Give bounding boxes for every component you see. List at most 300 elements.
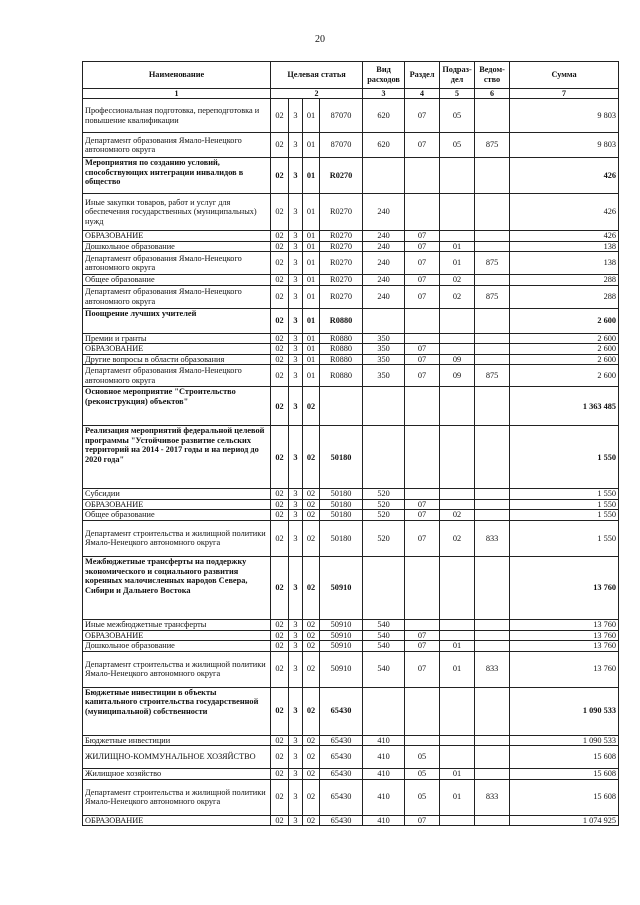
department-cell (475, 815, 510, 826)
section-cell: 07 (405, 344, 440, 355)
table-row (83, 499, 619, 510)
section-cell: 07 (405, 815, 440, 826)
target-code-4: 65430 (320, 815, 363, 826)
department-cell (475, 641, 510, 652)
target-code-1: 02 (271, 489, 289, 500)
subsection-cell (440, 426, 475, 489)
section-cell (405, 426, 440, 489)
sum-cell: 1 550 (510, 499, 619, 510)
subsection-cell (440, 333, 475, 344)
sum-cell: 1 090 533 (510, 687, 619, 735)
section-cell: 07 (405, 651, 440, 687)
subsection-cell (440, 556, 475, 619)
department-cell: 875 (475, 133, 510, 158)
department-cell (475, 354, 510, 365)
subsection-cell (440, 687, 475, 735)
expense-type-cell: 410 (363, 746, 405, 769)
sum-cell: 426 (510, 194, 619, 231)
subsection-cell: 02 (440, 510, 475, 521)
target-code-3: 02 (303, 630, 320, 641)
table-row (83, 746, 619, 769)
target-code-1: 02 (271, 365, 289, 387)
row-name: Поощрение лучших учителей (83, 308, 271, 333)
sum-cell: 15 608 (510, 746, 619, 769)
department-cell: 833 (475, 779, 510, 815)
target-code-1: 02 (271, 308, 289, 333)
row-name: ОБРАЗОВАНИЕ (83, 630, 271, 641)
target-code-3: 01 (303, 365, 320, 387)
target-code-3: 02 (303, 687, 320, 735)
table-row (83, 779, 619, 815)
header-row (83, 62, 619, 89)
target-code-4: 50180 (320, 510, 363, 521)
department-cell (475, 499, 510, 510)
target-code-2: 3 (289, 520, 303, 556)
target-code-4: R0270 (320, 231, 363, 242)
row-name: ОБРАЗОВАНИЕ (83, 344, 271, 355)
row-name: Департамент строительства и жилищной политики Ямало-Ненецкого автономного округа (83, 651, 271, 687)
expense-type-cell: 240 (363, 194, 405, 231)
sum-cell: 1 550 (510, 426, 619, 489)
row-name: Дошкольное образование (83, 641, 271, 652)
target-code-4: 50180 (320, 520, 363, 556)
section-cell: 07 (405, 630, 440, 641)
row-name: Департамент образования Ямало-Ненецкого автономного округа (83, 365, 271, 387)
table-row (83, 426, 619, 489)
expense-type-cell (363, 687, 405, 735)
row-name: Другие вопросы в области образования (83, 354, 271, 365)
column-number: 7 (510, 89, 619, 99)
section-cell: 07 (405, 99, 440, 133)
subsection-cell (440, 158, 475, 194)
department-cell: 833 (475, 520, 510, 556)
department-cell (475, 231, 510, 242)
department-cell (475, 99, 510, 133)
section-cell (405, 194, 440, 231)
expense-type-cell: 240 (363, 252, 405, 275)
table-row (83, 520, 619, 556)
target-code-1: 02 (271, 426, 289, 489)
target-code-4: 87070 (320, 133, 363, 158)
target-code-2: 3 (289, 510, 303, 521)
section-cell: 07 (405, 510, 440, 521)
target-code-3: 02 (303, 619, 320, 630)
section-cell (405, 308, 440, 333)
column-number: 1 (83, 89, 271, 99)
sum-cell: 426 (510, 231, 619, 242)
table-row (83, 252, 619, 275)
target-code-4: 65430 (320, 769, 363, 780)
row-name: Субсидии (83, 489, 271, 500)
subsection-cell: 01 (440, 651, 475, 687)
sum-cell: 9 803 (510, 133, 619, 158)
target-code-3: 01 (303, 252, 320, 275)
department-cell (475, 333, 510, 344)
header-subsection: Подраз-дел (440, 62, 475, 89)
target-code-4: R0880 (320, 344, 363, 355)
target-code-3: 02 (303, 641, 320, 652)
target-code-4: 87070 (320, 99, 363, 133)
sum-cell: 2 600 (510, 365, 619, 387)
section-cell (405, 556, 440, 619)
section-cell (405, 489, 440, 500)
sum-cell: 2 600 (510, 354, 619, 365)
sum-cell: 1 550 (510, 510, 619, 521)
section-cell (405, 735, 440, 746)
target-code-4 (320, 387, 363, 426)
expense-type-cell: 240 (363, 231, 405, 242)
target-code-4: 65430 (320, 746, 363, 769)
row-name: Бюджетные инвестиции (83, 735, 271, 746)
expense-type-cell: 410 (363, 735, 405, 746)
target-code-4: 50910 (320, 641, 363, 652)
subsection-cell: 01 (440, 779, 475, 815)
subsection-cell (440, 308, 475, 333)
table-row (83, 687, 619, 735)
row-name: Департамент строительства и жилищной политики Ямало-Ненецкого автономного округа (83, 779, 271, 815)
table-row (83, 99, 619, 133)
department-cell (475, 769, 510, 780)
department-cell (475, 630, 510, 641)
target-code-2: 3 (289, 354, 303, 365)
target-code-4: R0880 (320, 308, 363, 333)
target-code-2: 3 (289, 158, 303, 194)
department-cell (475, 387, 510, 426)
target-code-4: 50910 (320, 651, 363, 687)
target-code-2: 3 (289, 231, 303, 242)
table-row (83, 735, 619, 746)
expense-type-cell: 520 (363, 510, 405, 521)
target-code-2: 3 (289, 769, 303, 780)
department-cell: 875 (475, 365, 510, 387)
subsection-cell: 05 (440, 133, 475, 158)
row-name: Основное мероприятие "Строительство (реконструкция) объектов" (83, 387, 271, 426)
target-code-2: 3 (289, 619, 303, 630)
department-cell (475, 510, 510, 521)
page-number: 20 (315, 34, 325, 45)
section-cell: 07 (405, 499, 440, 510)
subsection-cell (440, 746, 475, 769)
target-code-1: 02 (271, 387, 289, 426)
sum-cell: 1 363 485 (510, 387, 619, 426)
row-name: Департамент образования Ямало-Ненецкого автономного округа (83, 285, 271, 308)
department-cell (475, 194, 510, 231)
table-row (83, 333, 619, 344)
column-number: 2 (271, 89, 363, 99)
expense-type-cell: 620 (363, 133, 405, 158)
expense-type-cell: 520 (363, 520, 405, 556)
section-cell (405, 619, 440, 630)
column-number: 3 (363, 89, 405, 99)
department-cell (475, 619, 510, 630)
row-name: Иные закупки товаров, работ и услуг для обеспечения государственных (муниципальных) нужд (83, 194, 271, 231)
subsection-cell (440, 489, 475, 500)
target-code-4: R0270 (320, 275, 363, 286)
table-row (83, 815, 619, 826)
target-code-2: 3 (289, 133, 303, 158)
sum-cell: 1 550 (510, 489, 619, 500)
section-cell (405, 687, 440, 735)
target-code-2: 3 (289, 556, 303, 619)
row-name: Департамент строительства и жилищной политики Ямало-Ненецкого автономного округа (83, 520, 271, 556)
target-code-4: R0270 (320, 252, 363, 275)
expense-type-cell: 240 (363, 241, 405, 252)
target-code-2: 3 (289, 687, 303, 735)
target-code-2: 3 (289, 426, 303, 489)
target-code-1: 02 (271, 687, 289, 735)
target-code-1: 02 (271, 746, 289, 769)
target-code-1: 02 (271, 344, 289, 355)
target-code-1: 02 (271, 285, 289, 308)
target-code-4: 50180 (320, 426, 363, 489)
table-row (83, 630, 619, 641)
row-name: Департамент образования Ямало-Ненецкого автономного округа (83, 133, 271, 158)
target-code-2: 3 (289, 333, 303, 344)
department-cell (475, 241, 510, 252)
target-code-3: 02 (303, 489, 320, 500)
target-code-2: 3 (289, 735, 303, 746)
target-code-2: 3 (289, 746, 303, 769)
target-code-3: 02 (303, 779, 320, 815)
section-cell: 07 (405, 231, 440, 242)
subsection-cell (440, 499, 475, 510)
target-code-3: 01 (303, 344, 320, 355)
header-target-article: Целевая статья (271, 62, 363, 89)
target-code-4: 50180 (320, 499, 363, 510)
target-code-4: R0880 (320, 354, 363, 365)
target-code-1: 02 (271, 333, 289, 344)
sum-cell: 9 803 (510, 99, 619, 133)
target-code-1: 02 (271, 241, 289, 252)
row-name: ОБРАЗОВАНИЕ (83, 231, 271, 242)
sum-cell: 288 (510, 285, 619, 308)
target-code-3: 01 (303, 275, 320, 286)
department-cell: 833 (475, 651, 510, 687)
sum-cell: 15 608 (510, 769, 619, 780)
row-name: ОБРАЗОВАНИЕ (83, 499, 271, 510)
subsection-cell: 02 (440, 275, 475, 286)
department-cell: 875 (475, 285, 510, 308)
subsection-cell (440, 630, 475, 641)
target-code-3: 01 (303, 194, 320, 231)
sum-cell: 1 074 925 (510, 815, 619, 826)
department-cell (475, 746, 510, 769)
expense-type-cell: 520 (363, 489, 405, 500)
section-cell: 07 (405, 641, 440, 652)
section-cell: 07 (405, 285, 440, 308)
table-row (83, 133, 619, 158)
target-code-2: 3 (289, 815, 303, 826)
target-code-1: 02 (271, 510, 289, 521)
expense-type-cell: 350 (363, 354, 405, 365)
target-code-3: 02 (303, 426, 320, 489)
target-code-4: R0270 (320, 285, 363, 308)
target-code-2: 3 (289, 275, 303, 286)
subsection-cell: 01 (440, 641, 475, 652)
row-name: Премии и гранты (83, 333, 271, 344)
expense-type-cell: 410 (363, 779, 405, 815)
section-cell: 07 (405, 252, 440, 275)
header-expense-type: Вид расходов (363, 62, 405, 89)
target-code-1: 02 (271, 252, 289, 275)
column-number-row (83, 89, 619, 99)
sum-cell: 2 600 (510, 344, 619, 355)
row-name: Департамент образования Ямало-Ненецкого автономного округа (83, 252, 271, 275)
expense-type-cell (363, 158, 405, 194)
department-cell (475, 158, 510, 194)
sum-cell: 2 600 (510, 308, 619, 333)
table-row (83, 769, 619, 780)
target-code-4: 50910 (320, 619, 363, 630)
department-cell (475, 556, 510, 619)
sum-cell: 426 (510, 158, 619, 194)
section-cell (405, 333, 440, 344)
target-code-2: 3 (289, 489, 303, 500)
target-code-4: 50910 (320, 630, 363, 641)
department-cell (475, 735, 510, 746)
table-row (83, 354, 619, 365)
target-code-2: 3 (289, 365, 303, 387)
target-code-2: 3 (289, 252, 303, 275)
target-code-4: 65430 (320, 687, 363, 735)
target-code-3: 02 (303, 735, 320, 746)
row-name: ОБРАЗОВАНИЕ (83, 815, 271, 826)
subsection-cell: 02 (440, 520, 475, 556)
target-code-3: 01 (303, 354, 320, 365)
expense-type-cell: 350 (363, 333, 405, 344)
target-code-3: 01 (303, 158, 320, 194)
table-row (83, 651, 619, 687)
table-row (83, 365, 619, 387)
header-department: Ведом-ство (475, 62, 510, 89)
table-row (83, 619, 619, 630)
target-code-3: 02 (303, 387, 320, 426)
target-code-4: 50910 (320, 556, 363, 619)
target-code-3: 01 (303, 231, 320, 242)
sum-cell: 13 760 (510, 619, 619, 630)
target-code-2: 3 (289, 308, 303, 333)
column-number: 6 (475, 89, 510, 99)
target-code-4: 65430 (320, 735, 363, 746)
expense-type-cell: 540 (363, 641, 405, 652)
department-cell: 875 (475, 252, 510, 275)
row-name: Дошкольное образование (83, 241, 271, 252)
subsection-cell (440, 387, 475, 426)
target-code-3: 02 (303, 510, 320, 521)
target-code-3: 02 (303, 746, 320, 769)
target-code-1: 02 (271, 651, 289, 687)
target-code-2: 3 (289, 344, 303, 355)
section-cell: 05 (405, 769, 440, 780)
department-cell (475, 687, 510, 735)
table-row (83, 489, 619, 500)
table-row (83, 641, 619, 652)
subsection-cell: 01 (440, 252, 475, 275)
subsection-cell (440, 231, 475, 242)
target-code-3: 02 (303, 769, 320, 780)
row-name: Общее образование (83, 275, 271, 286)
sum-cell: 13 760 (510, 641, 619, 652)
target-code-1: 02 (271, 630, 289, 641)
header-sum: Сумма (510, 62, 619, 89)
expense-type-cell: 520 (363, 499, 405, 510)
target-code-1: 02 (271, 499, 289, 510)
row-name: Межбюджетные трансферты на поддержку экономического и социального развития коренных малочисленных народов Севера, Сибири и Дальнего Востока (83, 556, 271, 619)
target-code-2: 3 (289, 194, 303, 231)
table-row (83, 510, 619, 521)
sum-cell: 1 550 (510, 520, 619, 556)
target-code-3: 02 (303, 520, 320, 556)
target-code-2: 3 (289, 241, 303, 252)
target-code-1: 02 (271, 275, 289, 286)
target-code-2: 3 (289, 630, 303, 641)
section-cell: 07 (405, 354, 440, 365)
table-row (83, 285, 619, 308)
target-code-1: 02 (271, 779, 289, 815)
target-code-1: 02 (271, 815, 289, 826)
section-cell (405, 387, 440, 426)
target-code-3: 02 (303, 815, 320, 826)
target-code-1: 02 (271, 619, 289, 630)
target-code-3: 02 (303, 651, 320, 687)
target-code-1: 02 (271, 99, 289, 133)
sum-cell: 13 760 (510, 651, 619, 687)
table-row (83, 556, 619, 619)
expense-type-cell: 350 (363, 344, 405, 355)
target-code-2: 3 (289, 779, 303, 815)
target-code-1: 02 (271, 641, 289, 652)
target-code-3: 01 (303, 241, 320, 252)
target-code-1: 02 (271, 133, 289, 158)
subsection-cell: 01 (440, 241, 475, 252)
sum-cell: 15 608 (510, 779, 619, 815)
column-number: 5 (440, 89, 475, 99)
section-cell: 05 (405, 746, 440, 769)
target-code-3: 02 (303, 556, 320, 619)
department-cell (475, 426, 510, 489)
subsection-cell (440, 815, 475, 826)
expense-type-cell: 540 (363, 619, 405, 630)
target-code-1: 02 (271, 769, 289, 780)
row-name: Иные межбюджетные трансферты (83, 619, 271, 630)
target-code-2: 3 (289, 387, 303, 426)
row-name: Жилищное хозяйство (83, 769, 271, 780)
table-row (83, 344, 619, 355)
target-code-4: R0270 (320, 194, 363, 231)
department-cell (475, 489, 510, 500)
table-row (83, 158, 619, 194)
subsection-cell: 09 (440, 354, 475, 365)
row-name: Общее образование (83, 510, 271, 521)
target-code-4: R0880 (320, 365, 363, 387)
table-row (83, 231, 619, 242)
target-code-2: 3 (289, 651, 303, 687)
row-name: Бюджетные инвестиции в объекты капитального строительства государственной (муниципальной) собственности (83, 687, 271, 735)
target-code-2: 3 (289, 99, 303, 133)
expense-type-cell (363, 426, 405, 489)
sum-cell: 138 (510, 252, 619, 275)
target-code-1: 02 (271, 158, 289, 194)
subsection-cell (440, 619, 475, 630)
table-body (83, 99, 619, 826)
target-code-3: 01 (303, 333, 320, 344)
expense-type-cell (363, 308, 405, 333)
expense-type-cell: 620 (363, 99, 405, 133)
target-code-4: 50180 (320, 489, 363, 500)
row-name: Мероприятия по созданию условий, способствующих интеграции инвалидов в общество (83, 158, 271, 194)
expense-type-cell: 240 (363, 285, 405, 308)
expense-type-cell: 350 (363, 365, 405, 387)
